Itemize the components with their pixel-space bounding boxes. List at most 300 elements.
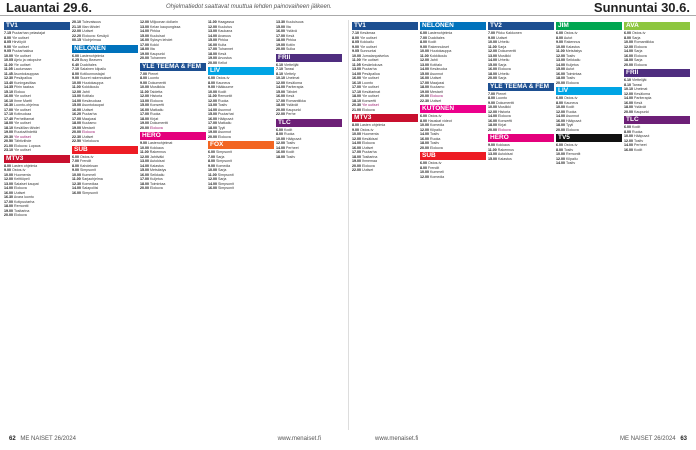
- program-row: [208, 135, 274, 140]
- program-time: 10.00: [72, 172, 81, 177]
- program-time: 14.00: [556, 62, 565, 67]
- program-title: Kuljetus: [566, 62, 579, 67]
- program-time: 12.00: [488, 49, 497, 53]
- program-title: Ilta: [150, 47, 155, 51]
- program-title: Rakennus: [497, 147, 514, 152]
- program-title: Sarja: [632, 35, 641, 40]
- program-title: Matkailu: [150, 107, 164, 112]
- program-title: Pikku Kakkonen: [496, 31, 522, 35]
- program-time: 13.00: [140, 98, 149, 103]
- program-time: 11.45: [4, 71, 13, 76]
- program-time: 8.00: [420, 40, 427, 44]
- program-time: 16.10: [4, 98, 13, 103]
- program-time: 14.00: [420, 67, 429, 71]
- program-title: Rakennukset: [428, 44, 449, 49]
- program-time: 12.00: [420, 174, 429, 179]
- program-title: Sarja: [498, 62, 507, 67]
- program-title: Uutiset: [362, 145, 374, 150]
- program-title: Matkailu: [218, 121, 232, 125]
- program-time: 9.00: [208, 85, 215, 89]
- left-footer-magazine: ME NAISET: [20, 436, 53, 442]
- program-time: 11.00: [420, 53, 429, 58]
- channel-header: FRII: [276, 54, 342, 62]
- program-title: Piirin taaksa: [14, 85, 34, 89]
- program-title: Miljoonan dollarin: [150, 20, 178, 24]
- program-title: Syksyn lehdet: [150, 38, 173, 42]
- program-title: Sunnuntai: [360, 49, 377, 53]
- program-title: Metsästys: [565, 49, 582, 53]
- program-title: Komediaa: [82, 181, 99, 186]
- program-time: 8.00: [72, 163, 79, 168]
- program-title: Elokuu: [14, 89, 25, 94]
- program-time: 16.00: [624, 147, 633, 152]
- program-time: 18.00: [352, 154, 361, 159]
- program-title: Viettelijät: [632, 78, 647, 82]
- program-title: Musiikki: [498, 105, 511, 109]
- program-time: 15.00: [276, 89, 285, 94]
- program-time: 11.00: [4, 62, 13, 67]
- program-time: 11.00: [208, 20, 217, 24]
- program-time: 16.00: [488, 67, 497, 71]
- program-title: Sarjaohjelma: [81, 177, 103, 181]
- program-title: Sulka: [286, 47, 295, 51]
- program-time: 11.00: [208, 94, 217, 98]
- program-time: 14.35: [4, 85, 13, 89]
- program-time: 10.00: [352, 53, 361, 58]
- program-title: Dokumentti: [498, 49, 517, 53]
- program-title: Dokumentti: [150, 121, 169, 125]
- left-footer-site: www.menaiset.fi: [277, 436, 321, 442]
- program-title: Simpsonit: [216, 159, 232, 163]
- program-time: 12.00: [488, 109, 497, 114]
- program-time: 17.00: [208, 121, 217, 125]
- program-title: Elokuva: [634, 62, 647, 67]
- program-title: Mestarit: [82, 125, 95, 130]
- program-title: Kotipuutarha: [14, 199, 35, 204]
- program-row: [420, 175, 486, 180]
- program-time: 8.00: [624, 35, 631, 40]
- program-title: Lastenohjelmat: [148, 141, 173, 145]
- program-time: 11.00: [140, 150, 149, 154]
- program-title: Komedia: [430, 174, 445, 179]
- right-footer-issue: 26/2024: [653, 436, 676, 442]
- header-bar: [0, 0, 696, 16]
- program-time: 7.00: [420, 35, 427, 40]
- program-title: Kuljetus: [150, 177, 163, 181]
- program-title: Uutiset: [82, 29, 94, 33]
- program-title: Lastenohjelmia: [80, 53, 105, 58]
- channel-header: TLC: [276, 119, 342, 127]
- program-title: Ostos-tv: [216, 76, 230, 80]
- program-row: [4, 213, 70, 218]
- program-time: 16.00: [276, 29, 285, 33]
- program-time: 17.00: [208, 47, 217, 51]
- program-time: 22.00: [276, 112, 285, 116]
- program-title: Kotiin: [286, 42, 295, 47]
- program-time: 17.00: [4, 107, 13, 112]
- program-time: 19.00: [420, 89, 429, 94]
- program-time: 19.00: [352, 159, 361, 163]
- program-title: Ostos-tv: [564, 96, 578, 100]
- program-title: Kodit: [566, 105, 575, 109]
- program-time: 8.10: [276, 71, 283, 76]
- program-title: Luonto-ohjelma: [14, 103, 39, 107]
- program-time: 11.00: [352, 58, 361, 62]
- program-time: 10.00: [420, 49, 429, 53]
- program-title: Musiikki: [498, 53, 511, 58]
- program-time: 9.05: [4, 49, 11, 53]
- program-time: 12.00: [556, 53, 565, 58]
- program-title: Luonto: [496, 96, 507, 100]
- program-title: Yöelokuva: [81, 139, 99, 143]
- program-time: 20.00: [140, 186, 149, 190]
- program-title: Kulta: [218, 42, 227, 47]
- program-time: 19.00: [140, 51, 149, 56]
- program-time: 8.00: [420, 165, 427, 170]
- program-title: Yle uutiset: [11, 35, 29, 40]
- program-time: 15.00: [420, 71, 429, 76]
- program-time: 12.00: [140, 20, 149, 24]
- program-time: 12.00: [420, 58, 429, 62]
- program-title: Romantiikka: [634, 40, 654, 44]
- program-time: 18.00: [556, 123, 565, 127]
- program-title: Asunnot: [565, 114, 579, 118]
- program-title: Pirkka: [286, 38, 296, 42]
- channel-header: LIV: [556, 87, 622, 95]
- program-time: 15.00: [140, 103, 149, 107]
- program-title: Elokuva: [150, 186, 163, 190]
- program-time: 13.00: [208, 103, 217, 107]
- page-gutter: [348, 20, 349, 430]
- program-row: [556, 128, 622, 133]
- program-time: 20.00: [556, 127, 565, 132]
- program-time: 12.00: [624, 44, 633, 49]
- program-title: Konsertti: [498, 118, 513, 123]
- program-time: 10.05: [4, 58, 13, 62]
- program-title: Kuutamo: [430, 85, 445, 89]
- channel-header: KUTONEN: [420, 105, 486, 113]
- program-time: 18.00: [140, 116, 149, 121]
- program-title: Autokisat: [149, 159, 165, 163]
- program-time: 8.00: [352, 123, 359, 127]
- program-title: Laulumaan: [13, 67, 32, 71]
- program-time: 6.00: [420, 114, 427, 118]
- program-title: Ostos-tv: [428, 114, 442, 118]
- program-title: Perhe: [286, 112, 296, 116]
- program-title: Asunnot: [217, 107, 231, 112]
- program-time: 16.00: [72, 107, 81, 112]
- program-time: 18.00: [276, 154, 285, 159]
- program-row: [276, 47, 342, 52]
- program-title: Dokumentti: [496, 100, 515, 105]
- program-title: Kotitalo: [82, 94, 94, 98]
- program-time: 12.00: [556, 109, 565, 114]
- channel-header: MTV3: [4, 155, 70, 163]
- program-time: 18.00: [4, 121, 13, 125]
- program-time: 7.00: [208, 154, 215, 159]
- program-title: Kesäruoka: [430, 67, 448, 71]
- program-title: Dokumentti: [148, 80, 167, 85]
- program-row: [72, 38, 138, 43]
- right-column-2: [420, 20, 486, 430]
- program-time: 17.00: [140, 42, 149, 47]
- channel-header: SUB: [420, 152, 486, 160]
- program-row: [140, 56, 206, 61]
- program-row: [556, 81, 622, 86]
- program-time: 6.00: [276, 127, 283, 132]
- program-row: [140, 186, 206, 191]
- program-time: 19.00: [208, 130, 217, 134]
- program-title: Simpsonit: [80, 168, 96, 172]
- program-time: 6.25: [72, 58, 79, 62]
- program-title: Kaupunki: [150, 51, 165, 56]
- program-title: Kelan kaupungissa: [150, 24, 181, 29]
- program-time: 14.00: [276, 145, 285, 150]
- program-time: 8.00: [4, 35, 11, 40]
- program-time: 16.00: [556, 118, 565, 123]
- program-title: Ystävä: [285, 29, 297, 33]
- program-time: 20.50: [4, 139, 13, 143]
- program-title: Kesämaa: [360, 31, 376, 35]
- program-title: Tositarina: [361, 154, 378, 159]
- program-time: 6.00: [624, 125, 631, 129]
- program-title: Lasten ohjelmia: [360, 123, 386, 127]
- program-title: Salainen kilpailu: [80, 67, 106, 71]
- program-time: 17.00: [4, 199, 13, 204]
- program-title: Yle uutiset: [13, 94, 31, 98]
- program-time: 16.00: [420, 76, 429, 80]
- program-time: 7.15: [4, 31, 11, 35]
- program-time: 7.00: [488, 91, 495, 96]
- program-title: Elokuva: [566, 127, 579, 132]
- right-page-number: 63: [680, 436, 687, 442]
- program-title: Kilpailu: [430, 127, 442, 132]
- program-title: Kokkikoulu: [81, 85, 100, 89]
- program-title: Frendit: [428, 165, 440, 170]
- program-title: Kesäillan tähdet: [14, 125, 40, 130]
- program-time: 12.00: [624, 91, 633, 96]
- program-time: 9.00: [488, 100, 495, 105]
- program-time: 7.00: [72, 159, 79, 163]
- program-time: 10.00: [276, 136, 285, 141]
- program-time: 18.00: [72, 121, 81, 125]
- channel-header: HERO: [488, 134, 554, 142]
- program-title: Kilpailu: [566, 156, 578, 161]
- program-title: Tositv: [285, 141, 296, 145]
- program-title: Perheiltamat: [14, 116, 35, 121]
- program-time: 8.05: [352, 40, 359, 44]
- channel-header: NELONEN: [420, 22, 486, 30]
- program-time: 14.00: [140, 29, 149, 33]
- program-time: 6.00: [420, 31, 427, 35]
- program-title: Kodit: [286, 150, 295, 154]
- program-title: Kesä: [634, 100, 643, 105]
- program-title: Ilta: [286, 24, 291, 29]
- program-time: 10.00: [140, 85, 149, 89]
- program-title: Unelmat: [634, 87, 648, 91]
- program-time: 18.00: [352, 94, 361, 98]
- program-title: Pariterapia: [286, 85, 304, 89]
- program-time: 16.00: [276, 150, 285, 154]
- program-time: 11.00: [72, 177, 81, 181]
- program-title: Metsästys: [150, 168, 167, 172]
- program-time: 10.00: [420, 170, 429, 174]
- program-title: Tähtiviihde: [13, 139, 32, 143]
- program-time: 16.00: [352, 76, 361, 80]
- program-time: 18.00: [624, 105, 633, 109]
- program-time: 20.00: [72, 130, 81, 134]
- right-page: [352, 20, 692, 430]
- program-title: Puutarha: [362, 67, 377, 71]
- program-title: Pienet: [496, 91, 507, 96]
- program-title: Luonto: [148, 76, 159, 80]
- program-title: Uutiset: [362, 168, 374, 172]
- channel-header: AVA: [624, 22, 690, 30]
- program-time: 10.10: [276, 76, 285, 80]
- program-title: Yle uutiset: [13, 121, 31, 125]
- program-title: Ystävät: [285, 103, 298, 107]
- program-time: 17.00: [72, 116, 81, 121]
- program-title: Hirviöyöt: [12, 40, 26, 44]
- program-title: Kodit: [428, 40, 437, 44]
- program-time: 11.05: [352, 62, 361, 67]
- program-title: Urheilu: [498, 40, 510, 44]
- program-title: Puutarhat: [218, 112, 234, 116]
- program-title: Kesäkisat: [362, 136, 378, 141]
- program-time: 6.00: [624, 31, 631, 35]
- program-time: 11.00: [488, 147, 497, 152]
- program-time: 9.00: [72, 168, 79, 172]
- program-time: 14.00: [624, 49, 633, 53]
- program-time: 12.00: [556, 156, 565, 161]
- program-time: 13.00: [72, 94, 81, 98]
- program-title: Uutiset: [14, 190, 26, 195]
- program-time: 22.30: [420, 98, 429, 103]
- program-time: 15.00: [556, 67, 565, 71]
- program-time: 13.00: [140, 24, 149, 29]
- program-row: [352, 108, 418, 113]
- program-title: Ostos-tv: [632, 31, 646, 35]
- program-title: Yle uutiset: [361, 94, 379, 98]
- program-time: 9.00: [420, 44, 427, 49]
- program-time: 16.00: [140, 172, 149, 177]
- right-page-title: Sunnuntai 30.6.: [593, 0, 690, 15]
- program-time: 15.00: [208, 38, 217, 42]
- program-title: Kesä: [286, 33, 295, 38]
- channel-header: MTV3: [352, 114, 418, 122]
- program-time: 20.00: [208, 134, 217, 139]
- program-row: [208, 186, 274, 191]
- program-time: 16.00: [556, 71, 565, 76]
- program-time: 14.00: [4, 186, 13, 190]
- program-title: Sarja: [634, 58, 643, 62]
- program-title: Rakennus: [149, 150, 166, 154]
- program-time: 16.10: [352, 80, 361, 85]
- program-title: Tulevaisuus: [81, 20, 101, 24]
- program-time: 11.00: [208, 172, 217, 177]
- program-time: 16.00: [276, 94, 285, 98]
- program-time: 14.00: [352, 141, 361, 145]
- program-title: Kahdeksan: [80, 163, 98, 168]
- program-time: 14.00: [208, 181, 217, 186]
- program-time: 13.00: [352, 67, 361, 71]
- program-time: 17.00: [352, 85, 361, 89]
- header-subtitle: Ohjelmatiedot saattavat muuttua lehden painovaiheen jälkeen.: [166, 4, 332, 10]
- program-time: 20.10: [72, 20, 81, 24]
- program-time: 14.00: [488, 114, 497, 118]
- program-title: Simpsonit: [218, 186, 234, 190]
- program-time: 15.00: [208, 112, 217, 116]
- program-row: [72, 191, 138, 196]
- program-title: Musiikkia: [150, 85, 165, 89]
- program-title: Simpsonit: [218, 181, 234, 186]
- program-title: Tositv: [429, 141, 440, 145]
- program-time: 19.00: [140, 121, 149, 125]
- program-title: Toimintaa: [149, 181, 166, 186]
- program-time: 9.00: [352, 44, 359, 49]
- program-time: 20.00: [556, 80, 565, 85]
- program-time: 20.30: [4, 134, 13, 139]
- program-time: 12.00: [140, 94, 149, 98]
- channel-header: TLC: [624, 116, 690, 124]
- program-title: Elokuva: [634, 44, 647, 49]
- program-title: Kesäloma: [286, 80, 302, 85]
- program-title: Yle uutiset: [361, 76, 379, 80]
- program-time: 10.00: [556, 105, 565, 109]
- program-time: 12.00: [420, 127, 429, 132]
- program-title: Yle uutiset: [13, 134, 31, 139]
- program-title: Tositv: [565, 53, 576, 58]
- program-time: 7.10: [352, 31, 359, 35]
- program-time: 14.00: [352, 71, 361, 76]
- program-title: Hääpuvut: [634, 134, 650, 138]
- program-time: 8.00: [4, 163, 11, 168]
- program-time: 19.00: [276, 42, 285, 47]
- program-title: Komedia: [430, 123, 445, 127]
- program-time: 6.10: [624, 78, 631, 82]
- program-time: 14.00: [72, 186, 81, 190]
- program-title: Kesäloma: [634, 91, 650, 96]
- program-title: Jahtiväki: [150, 154, 164, 159]
- program-title: Kokkikoulu: [429, 53, 448, 58]
- program-title: Unelmat: [286, 76, 300, 80]
- channel-header: FRII: [624, 69, 690, 77]
- program-time: 13.00: [488, 53, 497, 58]
- program-title: Autot: [563, 35, 573, 40]
- program-title: Puutarha: [82, 112, 97, 116]
- program-title: Konsertti: [362, 98, 377, 103]
- right-column-1: [352, 20, 418, 430]
- program-time: 16.30: [4, 195, 13, 199]
- program-title: Kuningasiltaa: [14, 80, 36, 85]
- program-time: 9.00: [72, 76, 79, 80]
- left-page: [4, 20, 344, 430]
- program-time: 00.15: [72, 38, 81, 42]
- program-time: 17.00: [276, 98, 285, 103]
- program-time: 9.00: [208, 163, 215, 168]
- program-title: Yle uutiset: [361, 85, 379, 89]
- program-title: Kalastus: [150, 163, 164, 168]
- left-column-5: [276, 20, 342, 430]
- program-title: Kuuluisat: [150, 33, 165, 38]
- program-time: 20.00: [352, 163, 361, 168]
- program-time: 20.00: [488, 76, 497, 80]
- program-time: 20.00: [276, 107, 285, 112]
- program-title: Tositv: [429, 132, 440, 136]
- program-title: Busy Beavers: [80, 58, 103, 62]
- program-title: Huomenta: [362, 132, 379, 136]
- program-title: Jumalanpalvelus: [362, 53, 389, 58]
